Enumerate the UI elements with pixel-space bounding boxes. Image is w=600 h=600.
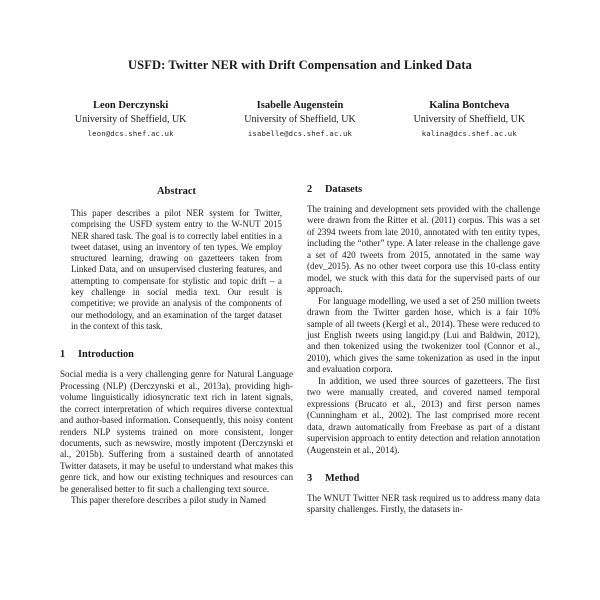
section-number: 2: [307, 184, 313, 195]
author-2: [215, 100, 384, 138]
paragraph: The WNUT Twitter NER task required us to address many data sparsity challenges. Firstly, the datasets in-: [307, 492, 540, 515]
author-affiliation: University of Sheffield, UK: [244, 114, 356, 125]
author-name: Kalina Bontcheva: [429, 100, 510, 111]
section-heading-introduction: [60, 349, 293, 360]
left-column: [60, 184, 293, 516]
paragraph: In addition, we used three sources of gazetteers. The first two were manually created, and covered named temporal expressions (Brucato et al., 2013) and first person names (Cunningham et al., 2002). The last comprised more recent data, drawn automatically from Freebase as part of a distant supervision approach to entity detection and relation annotation (Augenstein et al., 2014).: [307, 375, 540, 455]
paragraph: For language modelling, we used a set of 250 million tweets drawn from the Twitter garden hose, which is a fair 10% sample of all tweets (Kergl et al., 2014). These were reduced to just English tweets using langid.py (Lui and Baldwin, 2012), and then tokenized using the twokenizer tool (Connor et al., 2010), which gives the same tokenization as used in the input and evaluation corpora.: [307, 295, 540, 375]
author-3: [385, 100, 554, 138]
abstract-heading: Abstract: [156, 186, 197, 197]
paper-title: USFD: Twitter NER with Drift Compensation and Linked Data: [128, 58, 472, 72]
author-email: leon@dcs.shef.ac.uk: [87, 129, 174, 138]
paragraph: The training and development sets provided with the challenge were drawn from the Ritter et al. (2011) corpus. This was a set of 2394 tweets from late 2010, annotated with ten entity types, including the “other” type. A later release in the challenge gave a set of 420 tweets from 2015, annotated in the same way (dev_2015). As no other tweet corpora use this 10-class entity model, we stuck with this data for the supervised parts of our approach.: [307, 204, 540, 295]
section-number: 1: [60, 349, 66, 361]
section-heading-datasets: [307, 184, 540, 195]
author-name: Leon Derczynski: [92, 100, 169, 111]
author-block: [46, 100, 554, 138]
author-1: [46, 100, 215, 138]
two-column-body: [60, 184, 540, 516]
author-name: Isabelle Augenstein: [256, 100, 344, 111]
author-affiliation: University of Sheffield, UK: [413, 114, 526, 125]
right-column: [307, 184, 540, 516]
section-title: Method: [325, 472, 360, 484]
section-title: Introduction: [78, 349, 134, 361]
author-affiliation: University of Sheffield, UK: [74, 114, 187, 125]
section-title: Datasets: [325, 184, 363, 195]
author-email: kalina@dcs.shef.ac.uk: [421, 129, 517, 138]
paragraph: Social media is a very challenging genre for Natural Language Processing (NLP) (Derczynski et al., 2013a), providing high-volume linguistically idiosyncratic text rich in latent signals, the correct interpretation of which requires diverse contextual and author-based information. Consequently, this noisy content renders NLP systems trained on more consistent, longer documents, such as newswire, mostly impotent (Derczynski et al., 2015b). Suffering from a sustained dearth of annotated Twitter datasets, it may be useful to understand what makes this genre tick, and how our existing techniques and resources can be generalised better to fit such a challenging text source.: [60, 369, 293, 494]
author-email: isabelle@dcs.shef.ac.uk: [247, 129, 353, 138]
abstract-text: This paper describes a pilot NER system for Twitter, comprising the USFD system entry to the W-NUT 2015 NER shared task. The goal is to correctly label entities in a tweet dataset, using an inventory of ten types. We employ structured learning, drawing on gazetteers taken from Linked Data, and on unsupervised clustering features, and attempting to compensate for stylistic and topic drift – a key challenge in social media text. Our result is competitive; we provide an analysis of the components of our methodology, and an examination of the target dataset in the context of this task.: [71, 208, 282, 331]
section-heading-method: [307, 473, 540, 484]
paragraph: This paper therefore describes a pilot study in Named: [71, 495, 266, 506]
section-number: 3: [307, 472, 313, 484]
